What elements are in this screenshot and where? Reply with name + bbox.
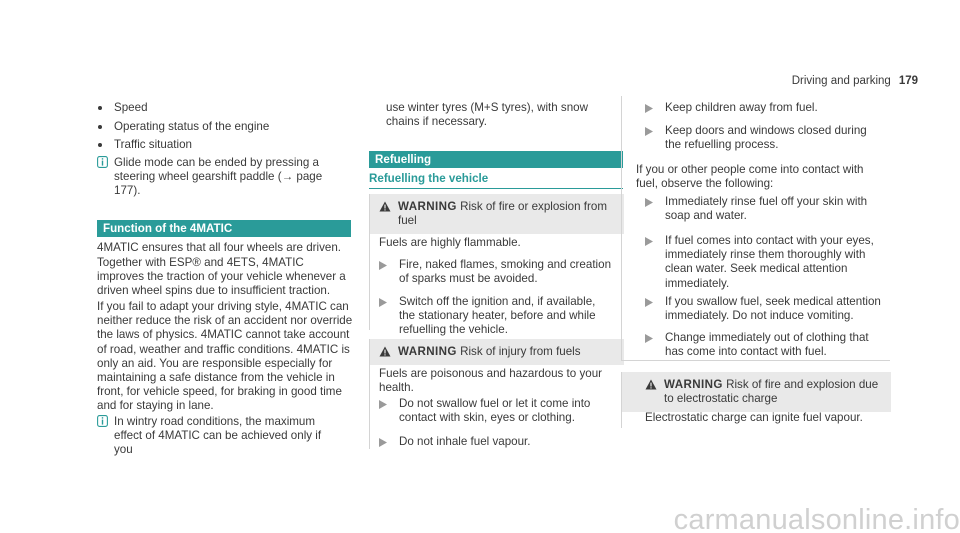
- arrow-list-item: Do not swallow fuel or let it come into contact with skin, eyes or clothing.: [379, 397, 611, 425]
- info-note: Glide mode can be ended by pressing a steering wheel gearshift paddle (→ page 177).: [97, 156, 325, 199]
- section-title: Driving and parking: [791, 75, 891, 87]
- warning-intro: Electrostatic charge can ignite fuel vapour.: [645, 411, 863, 424]
- arrow-bullet-icon: [645, 127, 653, 136]
- arrow-list-item: Keep children away from fuel.: [645, 101, 885, 115]
- subheading-rule: [369, 188, 623, 189]
- bullet-dot-icon: [98, 143, 102, 147]
- arrow-list-item: Fire, naked flames, smoking and creation of sparks must be avoided.: [379, 258, 611, 286]
- warning-intro: Fuels are poisonous and hazardous to your health.: [379, 367, 602, 395]
- arrow-bullet-icon: [645, 298, 653, 307]
- watermark-text: carmanualsonline.info: [673, 503, 960, 533]
- arrow-list-item: Keep doors and windows closed during the refuelling process.: [645, 124, 885, 152]
- arrow-bullet-icon: [379, 298, 387, 307]
- warning-header: WARNING Risk of fire or explosion from fuel: [370, 194, 624, 234]
- paragraph: If you fail to adapt your driving style, 4MATIC can neither reduce the risk of an accident nor override the laws of physics. 4MATIC cannot take account of road, weather and traffic conditions. 4MATIC is only an aid. You are responsible especially for maintaining a safe distance from the vehicle in front, for vehicle speed, for braking in good time and for staying in lane.: [97, 300, 353, 413]
- paragraph: 4MATIC ensures that all four wheels are driven.: [97, 241, 342, 254]
- warning-box-electrostatic: [621, 372, 890, 428]
- arrow-list-item: Switch off the ignition and, if available, the stationary heater, before and while refuelling the vehicle.: [379, 295, 611, 338]
- info-note-icon: [97, 156, 108, 168]
- page-number: 179: [898, 75, 918, 87]
- arrow-bullet-icon: [645, 198, 653, 207]
- arrow-list-item: If you swallow fuel, seek medical attention immediately. Do not induce vomiting.: [645, 295, 885, 323]
- warning-header: WARNING Risk of fire and explosion due to electrostatic charge: [622, 372, 891, 412]
- paragraph: If you or other people come into contact with fuel, observe the following:: [636, 163, 864, 191]
- warning-header: WARNING Risk of injury from fuels: [370, 339, 624, 365]
- arrow-bullet-icon: [645, 237, 653, 246]
- arrow-list-item: Change immediately out of clothing that has come into contact with fuel.: [645, 331, 885, 359]
- warning-triangle-icon: [379, 201, 391, 212]
- arrow-bullet-icon: [379, 400, 387, 409]
- arrow-list-item: Do not inhale fuel vapour.: [379, 435, 611, 449]
- arrow-bullet-icon: [379, 261, 387, 270]
- bullet-item: Operating status of the engine: [97, 120, 351, 134]
- subheading-refuelling-vehicle: Refuelling the vehicle: [369, 172, 489, 185]
- warning-triangle-icon: [645, 379, 657, 390]
- info-note-icon: [97, 415, 108, 427]
- section-heading-refuelling: Refuelling: [369, 151, 623, 168]
- arrow-list-item: If fuel comes into contact with your eyes, immediately rinse them thoroughly with clean water. Seek medical attention immediately.: [645, 234, 885, 291]
- bullet-item: Speed: [97, 101, 351, 115]
- arrow-list-item: Immediately rinse fuel off your skin with soap and water.: [645, 195, 885, 223]
- warning-box-injury: [369, 339, 623, 449]
- paragraph-continued: use winter tyres (M+S tyres), with snow chains if necessary.: [386, 101, 588, 129]
- warning-box-fire: [369, 194, 623, 337]
- arrow-bullet-icon: [645, 104, 653, 113]
- arrow-bullet-icon: [645, 334, 653, 343]
- info-note: In wintry road conditions, the maximum effect of 4MATIC can be achieved only if you: [97, 415, 341, 458]
- page-header: [792, 74, 918, 88]
- bullet-dot-icon: [98, 106, 102, 110]
- warning-triangle-icon: [379, 346, 391, 357]
- bullet-item: Traffic situation: [97, 138, 351, 152]
- warning-intro: Fuels are highly flammable.: [379, 236, 521, 249]
- section-heading-4matic: Function of the 4MATIC: [97, 220, 351, 237]
- arrow-bullet-icon: [379, 438, 387, 447]
- paragraph: Together with ESP® and 4ETS, 4MATIC improves the traction of your vehicle whenever a driven wheel spins due to insufficient traction.: [97, 256, 346, 298]
- bullet-dot-icon: [98, 125, 102, 129]
